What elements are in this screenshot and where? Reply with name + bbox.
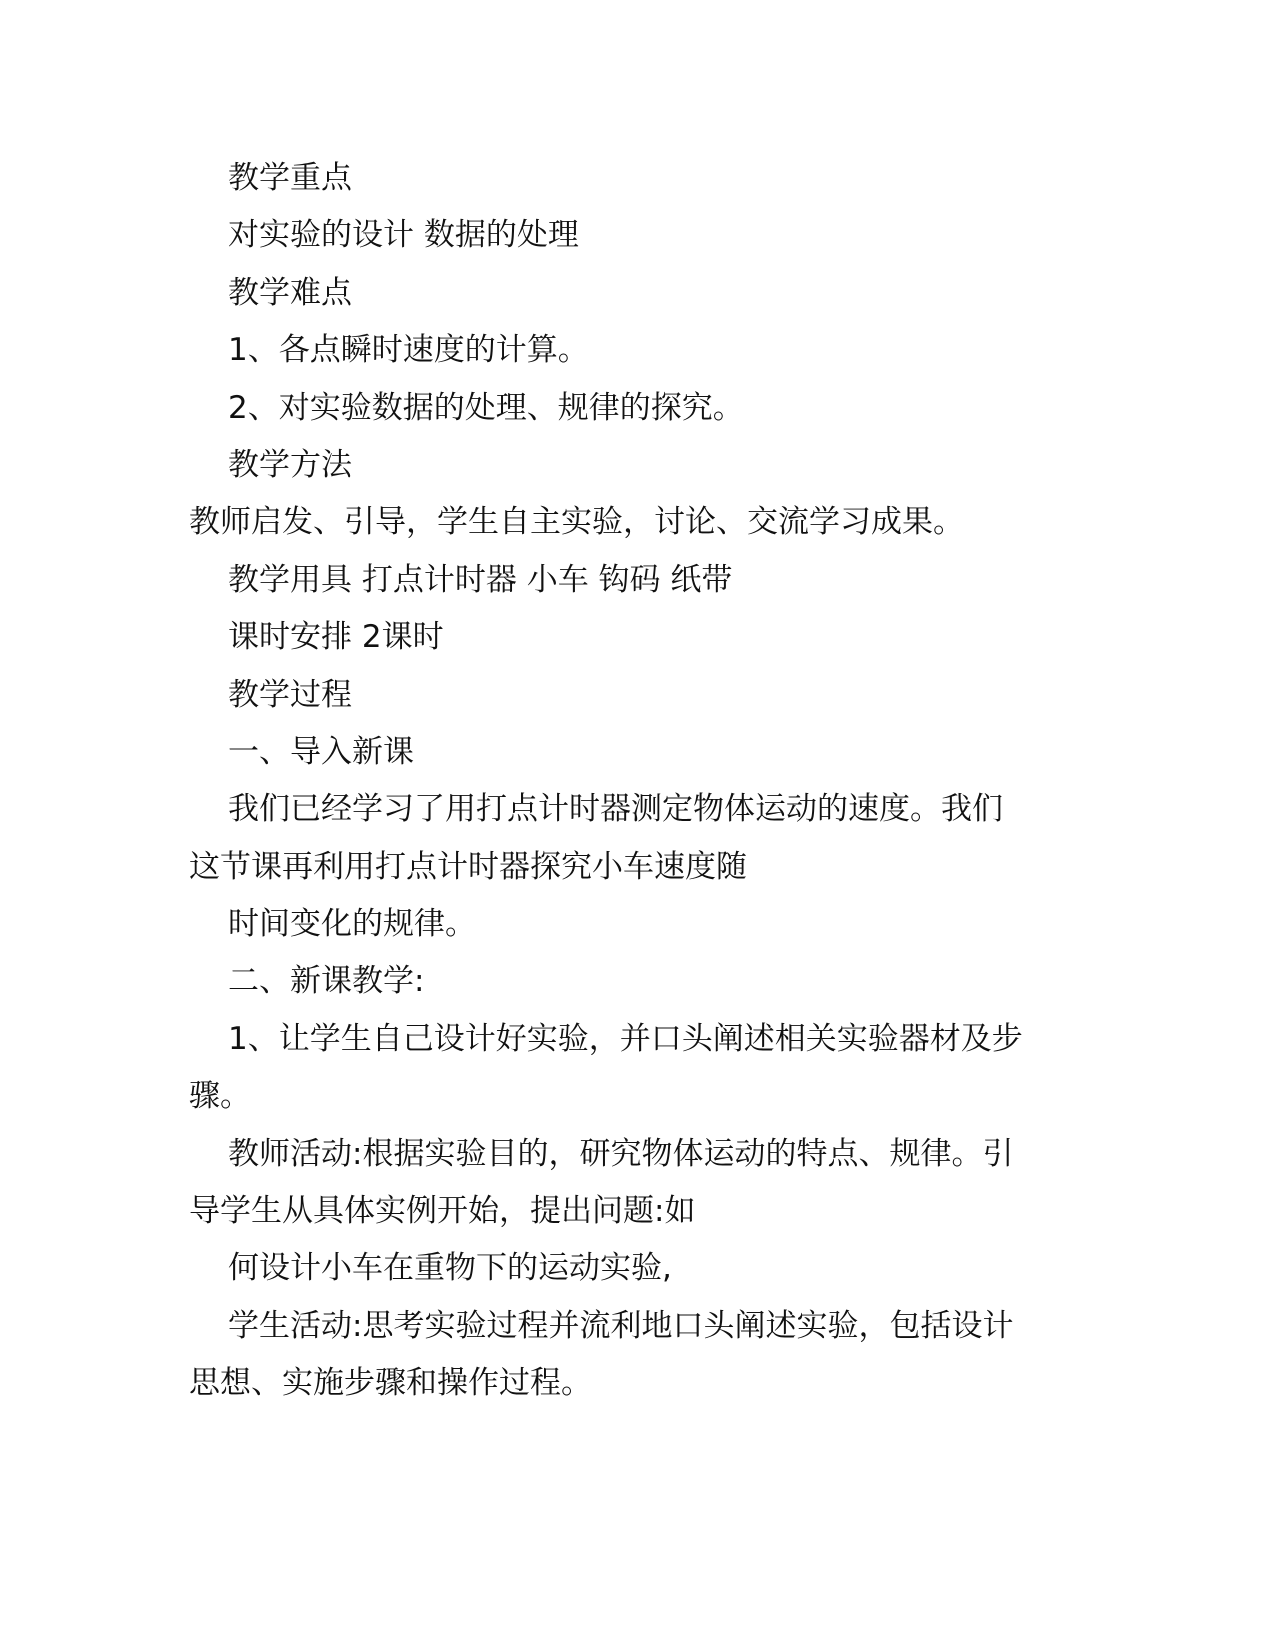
heading-teaching-focus: 教学重点 — [228, 160, 352, 196]
heading-teaching-process: 教学过程 — [228, 676, 352, 713]
list-item: 1、各点瞬时速度的计算。 — [228, 332, 589, 369]
section-heading: 一、导入新课 — [228, 733, 414, 770]
paragraph-line: 何设计小车在重物下的运动实验, — [228, 1250, 672, 1287]
heading-teaching-difficulty: 教学难点 — [228, 274, 352, 311]
paragraph-line: 学生活动:思考实验过程并流利地口头阐述实验，包括设计 — [228, 1307, 1014, 1344]
paragraph-line: 导学生从具体实例开始，提出问题:如 — [189, 1193, 696, 1230]
list-item: 2、对实验数据的处理、规律的探究。 — [228, 389, 744, 426]
section-heading: 二、新课教学: — [228, 963, 425, 1000]
paragraph-line: 1、让学生自己设计好实验，并口头阐述相关实验器材及步 — [228, 1020, 1023, 1057]
heading-teaching-method: 教学方法 — [228, 446, 352, 483]
paragraph-line: 教学用具 打点计时器 小车 钩码 纸带 — [228, 561, 733, 598]
paragraph-line: 思想、实施步骤和操作过程。 — [189, 1365, 592, 1402]
paragraph-line: 教师活动:根据实验目的，研究物体运动的特点、规律。引 — [228, 1135, 1014, 1172]
paragraph-line: 我们已经学习了用打点计时器测定物体运动的速度。我们 — [228, 791, 1003, 828]
paragraph-line: 骤。 — [189, 1078, 251, 1115]
paragraph-line: 课时安排 2课时 — [228, 619, 444, 656]
paragraph-line: 时间变化的规律。 — [228, 906, 476, 943]
paragraph-line: 对实验的设计 数据的处理 — [228, 217, 579, 254]
paragraph-line: 这节课再利用打点计时器探究小车速度随 — [189, 848, 747, 885]
document-body — [189, 150, 1089, 1413]
paragraph-line: 教师启发、引导，学生自主实验，讨论、交流学习成果。 — [189, 504, 964, 541]
